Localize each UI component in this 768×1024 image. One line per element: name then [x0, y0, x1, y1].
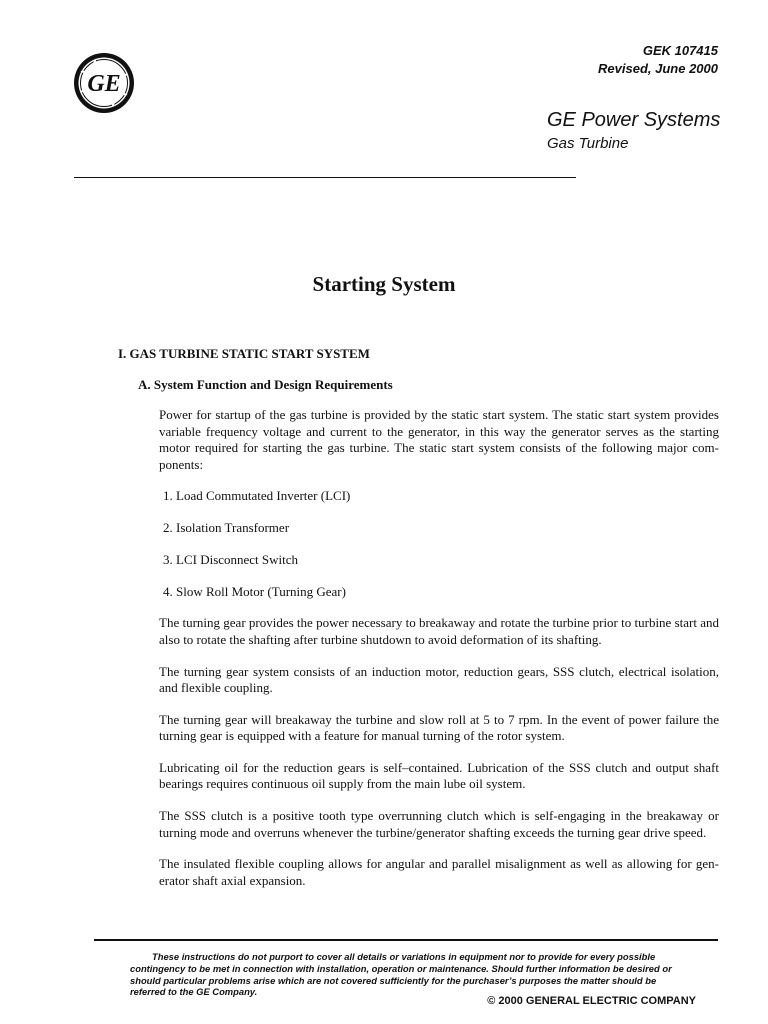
list-item: 3. LCI Disconnect Switch: [163, 551, 299, 567]
section-heading: I. GAS TURBINE STATIC START SYSTEM: [118, 346, 370, 361]
paragraph: The SSS clutch is a positive tooth type overrunning clutch which is self-engaging in the breakaway or turning mode and overruns whenever the turbine/generator shafting exceeds the turning gear drive speed.: [159, 808, 719, 840]
body-text: [159, 407, 719, 904]
svg-text:GE: GE: [87, 71, 121, 97]
footer-divider: [94, 939, 718, 941]
document-id: [598, 42, 718, 78]
page-title: Starting System: [312, 272, 456, 296]
components-list: [159, 488, 719, 600]
paragraph: The turning gear will breakaway the turbine and slow roll at 5 to 7 rpm. In the event of power failure the turning gear is equipped with a feature for manual turning of the rotor system.: [159, 711, 719, 744]
company-block: [547, 107, 720, 154]
list-item: 1. Load Commutated Inverter (LCI): [163, 488, 351, 504]
copyright-notice: © 2000 GENERAL ELECTRIC COMPANY: [487, 995, 696, 1007]
paragraph: The insulated flexible coupling allows for angular and parallel misalignment as well as allowing for gen-erator shaft axial expansion.: [159, 856, 719, 888]
ge-logo: [73, 52, 135, 114]
header-divider: [74, 177, 576, 178]
disclaimer-text: These instructions do not purport to cover all details or variations in equipment nor to provide for every possible contingency to be met in connection with installation, operation or maintenance. Should further information be desired or should particular problems arise which are not covered sufficiently for the purchaser’s purposes the matter should be referred to the GE Company.: [130, 951, 672, 998]
division-name: Gas Turbine: [547, 135, 629, 152]
document-number: GEK 107415: [642, 43, 718, 58]
company-name: GE Power Systems: [547, 109, 721, 131]
list-item: 4. Slow Roll Motor (Turning Gear): [163, 583, 346, 599]
paragraph: The turning gear provides the power necessary to breakaway and rotate the turbine prior to turbine start and also to rotate the shafting after turbine shutdown to avoid deformation of its shafting.: [159, 615, 719, 647]
subsection-heading: A. System Function and Design Requirements: [138, 377, 393, 392]
paragraph: The turning gear system consists of an induction motor, reduction gears, SSS clutch, electrical isolation, and flexible coupling.: [159, 663, 719, 696]
paragraph: Lubricating oil for the reduction gears is self–contained. Lubrication of the SSS clutch and output shaft bearings requires continuous oil supply from the main lube oil system.: [159, 759, 719, 792]
revision-date: Revised, June 2000: [598, 61, 718, 76]
intro-paragraph: Power for startup of the gas turbine is provided by the static start system. The static start system provides variable frequency voltage and current to the generator, in this way the generator serves as the starting motor required for starting the gas turbine. The static start system consists of the following major com-ponents:: [159, 407, 719, 472]
list-item: 2. Isolation Transformer: [163, 520, 290, 536]
